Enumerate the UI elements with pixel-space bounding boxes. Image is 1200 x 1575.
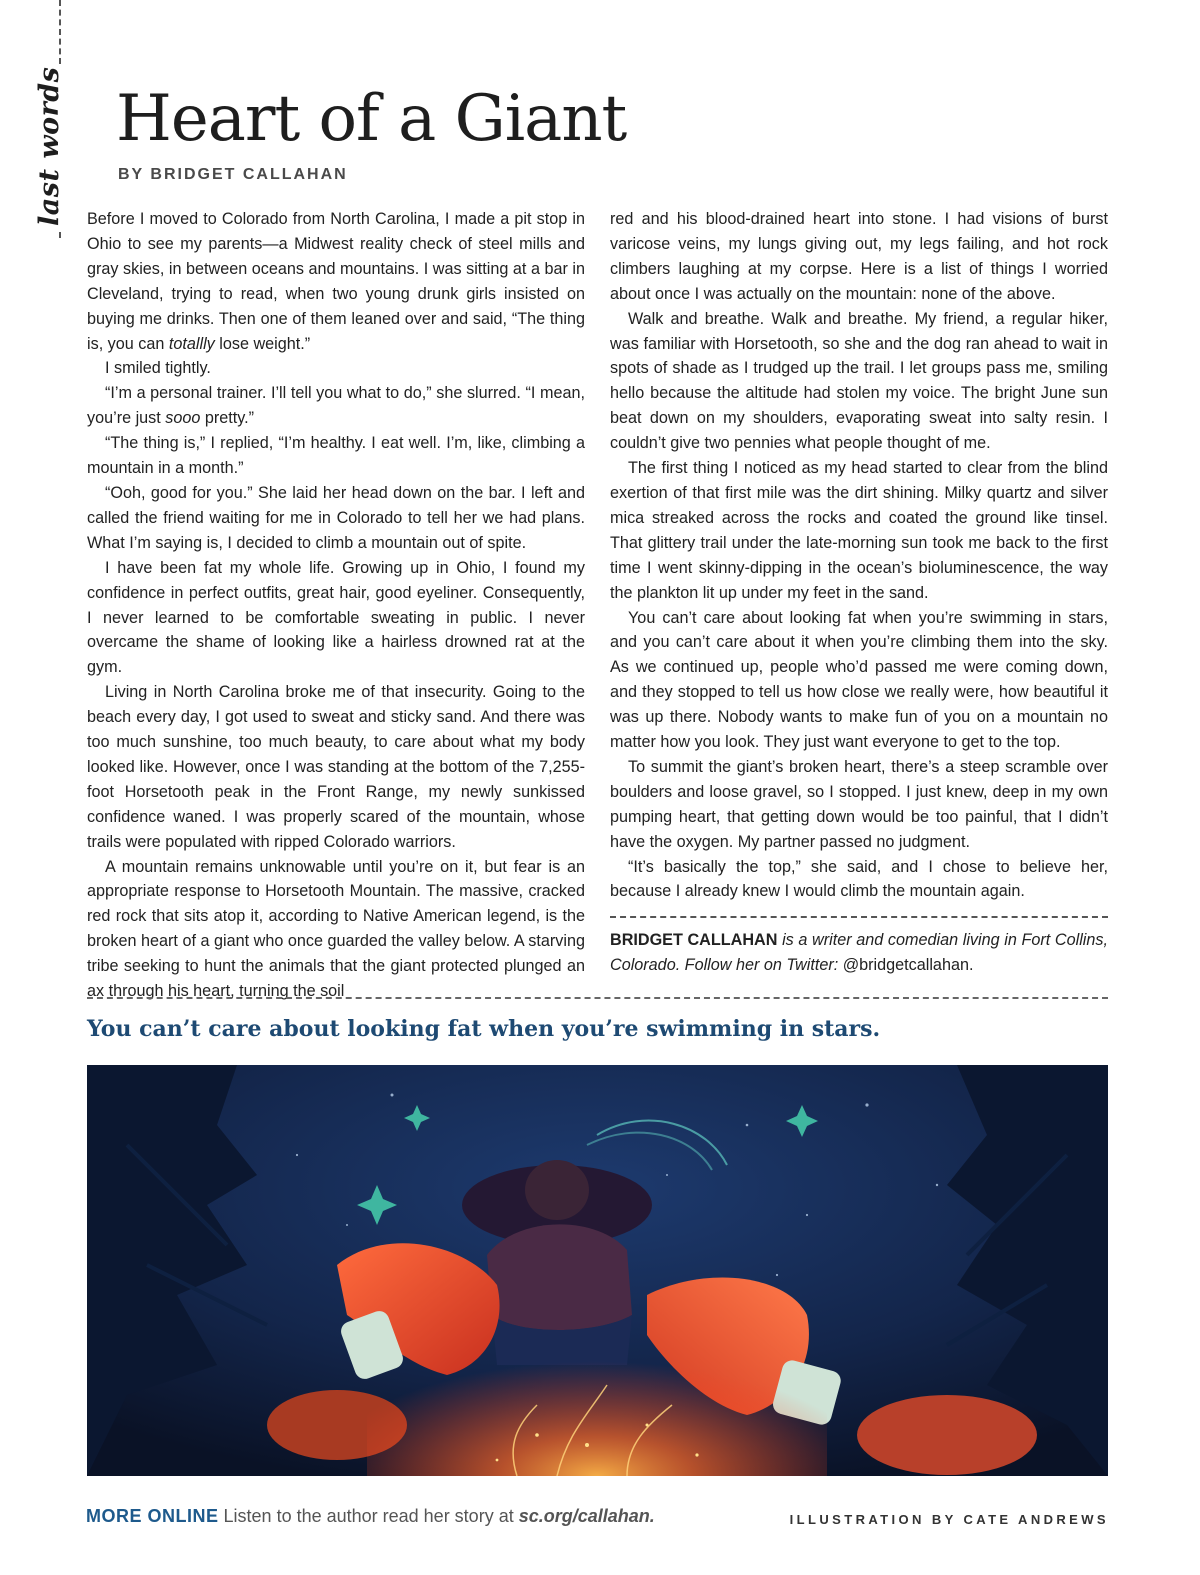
paragraph: I have been fat my whole life. Growing up in Ohio, I found my confidence in perfect outfits, great hair, good eyeliner. Consequently, I never learned to be comfortable sweating in public. I never overcame the shame of looking like a hairless drowned rat at the gym. — [87, 558, 585, 677]
paragraph: “Ooh, good for you.” She laid her head down on the bar. I left and called the friend waiting for me in Colorado to tell her we had plans. What I’m saying is, I decided to climb a mountain out of spite. — [87, 483, 585, 552]
paragraph: Living in North Carolina broke me of that insecurity. Going to the beach every day, I got used to sweat and sticky sand. And there was too much sunshine, too much beauty, to care about what my body looked like. However, once I was standing at the bottom of the 7,255-foot Horsetooth peak in the Front Range, my newly sunkissed confidence waned. I was properly scared of the mountain, whose trails were populated with ripped Colorado warriors. — [87, 683, 585, 851]
pull-quote: You can’t care about looking fat when you’re swimming in stars. — [87, 1016, 881, 1042]
bio-description: is a writer and comedian living in Fort Collins, Colorado. Follow her on Twitter: — [610, 931, 1109, 975]
section-tab-rule-bottom — [59, 232, 61, 238]
article-title: Heart of a Giant — [116, 82, 627, 156]
paragraph: A mountain remains unknowable until you’re on it, but fear is an appropriate response to Horsetooth Mountain. The massive, cracked red rock that sits atop it, according to Native American legend, is the broken heart of a giant who once guarded the valley below. A starving tribe seeking to hunt the animals that the giant protected plunged an ax through his heart, turning the soil — [87, 857, 585, 1001]
more-online-link[interactable]: sc.org/callahan. — [518, 1506, 655, 1526]
paragraph: “The thing is,” I replied, “I’m healthy. I eat well. I’m, like, climbing a mountain in a month.” — [87, 434, 585, 478]
bio-author-name: BRIDGET CALLAHAN — [610, 931, 778, 950]
paragraph: “It’s basically the top,” she said, and I chose to believe her, because I already knew I would climb the mountain again. — [610, 857, 1108, 901]
paragraph: red and his blood-drained heart into stone. I had visions of burst varicose veins, my lungs giving out, my legs failing, and hot rock climbers laughing at my corpse. Here is a list of things I worried about once I was actually on the mountain: none of the above. — [610, 210, 1108, 303]
paragraph: I smiled tightly. — [105, 359, 211, 378]
campfire-illustration — [87, 1065, 1108, 1476]
twitter-handle[interactable]: @bridgetcallahan. — [842, 956, 974, 975]
section-label: last words — [34, 66, 65, 226]
paragraph: Walk and breathe. Walk and breathe. My friend, a regular hiker, was familiar with Horsetooth, so she and the dog ran ahead to wait in spots of shade as I trudged up the trail. I let groups pass me, smiling hello because the altitude had stolen my voice. The bright June sun beat down on my shoulders, evaporating sweat into salty resin. I couldn’t give two pennies what people thought of me. — [610, 309, 1108, 453]
more-online-text: Listen to the author read her story at — [223, 1506, 514, 1526]
paragraph: Before I moved to Colorado from North Carolina, I made a pit stop in Ohio to see my parents—a Midwest reality check of steel mills and gray skies, in between oceans and mountains. I was sitting at a bar in Cleveland, trying to read, when two young drunk girls insisted on buying me drinks. Then one of them leaned over and said, “The thing is, you can totallly lose weight.” — [87, 210, 585, 353]
author-bio — [610, 928, 1108, 978]
section-divider — [87, 997, 1108, 999]
bio-divider — [610, 916, 1108, 918]
paragraph: To summit the giant’s broken heart, there’s a steep scramble over boulders and loose gravel, so I stopped. I just knew, deep in my own pumping heart, that getting down would be too painful, that I didn’t have the oxygen. My partner passed no judgment. — [610, 757, 1108, 851]
paragraph: The first thing I noticed as my head started to clear from the blind exertion of that first mile was the dirt shining. Milky quartz and silver mica streaked across the rocks and coated the ground like tinsel. That glittery trail under the late-morning sun took me back to the first time I went skinny-dipping in the ocean’s bioluminescence, the way the plankton lit up under my feet in the sand. — [610, 459, 1108, 602]
section-tab-rule-top — [59, 0, 61, 64]
paragraph: “I’m a personal trainer. I’ll tell you what to do,” she slurred. “I mean, you’re just sooo pretty.” — [87, 384, 585, 428]
illustration-art — [87, 1065, 1108, 1476]
more-online — [86, 1506, 655, 1527]
byline: BY BRIDGET CALLAHAN — [118, 166, 348, 183]
illustration-credit: ILLUSTRATION BY CATE ANDREWS — [789, 1512, 1109, 1527]
article-column-right — [610, 207, 1108, 978]
more-online-label: MORE ONLINE — [86, 1506, 219, 1526]
paragraph: You can’t care about looking fat when you’re swimming in stars, and you can’t care about it when you’re climbing them into the sky. As we continued up, people who’d passed me were coming down, and they stopped to tell us how close we really were, how beautiful it was up there. Nobody wants to make fun of you on a mountain no matter how you look. They just want everyone to get to the top. — [610, 608, 1108, 752]
article-column-left — [87, 207, 585, 1004]
